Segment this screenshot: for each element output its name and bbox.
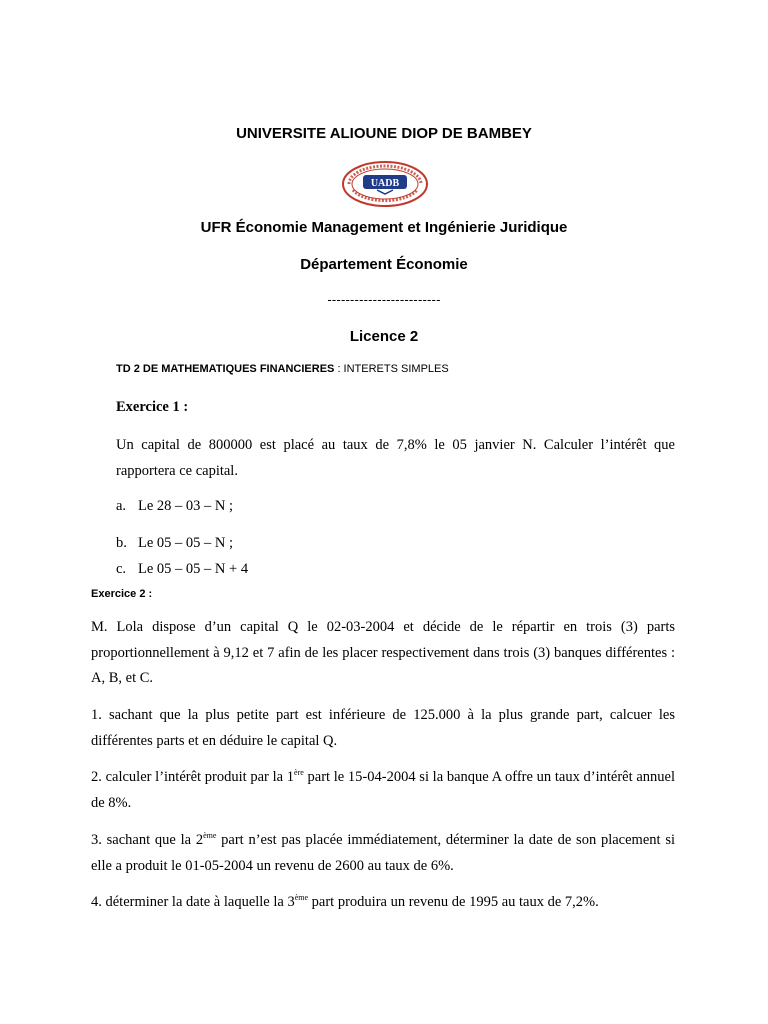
exercise1-statement: Un capital de 800000 est placé au taux de 7,8% le 05 janvier N. Calculer l’intérêt que rapportera ce capital.	[116, 437, 675, 479]
ordinal-superscript: ère	[294, 768, 304, 777]
list-marker: c.	[116, 561, 127, 577]
list-item-text: Le 05 – 05 – N + 4	[138, 561, 249, 577]
svg-text:UADB: UADB	[370, 178, 400, 189]
separator-line: -------------------------	[327, 292, 441, 307]
list-item-text: Le 28 – 03 – N ;	[138, 498, 234, 514]
question-3	[91, 828, 675, 879]
uadb-logo	[341, 160, 429, 208]
question-4	[91, 890, 675, 916]
question-4-start: 4. déterminer la date à laquelle la 3	[91, 894, 295, 910]
ufr-title: UFR Économie Management et Ingénierie Juridique	[200, 219, 568, 236]
list-marker: a.	[116, 498, 127, 514]
exercise1-title: Exercice 1 :	[116, 399, 189, 415]
list-item	[116, 535, 233, 552]
question-2	[91, 765, 675, 816]
question-1: 1. sachant que la plus petite part est inférieure de 125.000 à la plus grande part, calcuer les différentes parts et en déduire le capital Q.	[91, 707, 675, 749]
td-heading-rest: : INTERETS SIMPLES	[334, 363, 449, 375]
question-2-start: 2. calculer l’intérêt produit par la 1	[91, 769, 295, 785]
question-3-start: 3. sachant que la 2	[91, 832, 204, 848]
list-item	[116, 561, 248, 578]
department-title: Département Économie	[300, 256, 468, 273]
ordinal-superscript: ème	[203, 831, 217, 840]
exercise2-title: Exercice 2 :	[91, 588, 153, 600]
question-4-end: part produira un revenu de 1995 au taux de 7,2%.	[308, 894, 599, 910]
ordinal-superscript: ème	[294, 893, 309, 902]
question-2-end: part le 15-04-2004 si la banque A offre un taux d’intérêt annuel de 8%.	[91, 769, 675, 811]
question-3-end: part n’est pas placée immédiatement, déterminer la date de son placement si elle a produit le 01-05-2004 un revenu de 2600 au taux de 6%.	[91, 832, 675, 874]
exercise2-statement: M. Lola dispose d’un capital Q le 02-03-2004 et décide de le répartir en trois (3) parts proportionnellement à 9,12 et 7 afin de les placer respectivement dans trois (3) banques différentes : A, B, et C.	[91, 619, 675, 686]
list-marker: b.	[116, 535, 127, 551]
td-heading	[116, 363, 449, 375]
level-title: Licence 2	[349, 328, 419, 345]
list-item-text: Le 05 – 05 – N ;	[138, 535, 234, 551]
list-item	[116, 498, 233, 515]
university-title: UNIVERSITE ALIOUNE DIOP DE BAMBEY	[236, 125, 532, 142]
td-heading-bold: TD 2 DE MATHEMATIQUES FINANCIERES	[116, 363, 335, 375]
